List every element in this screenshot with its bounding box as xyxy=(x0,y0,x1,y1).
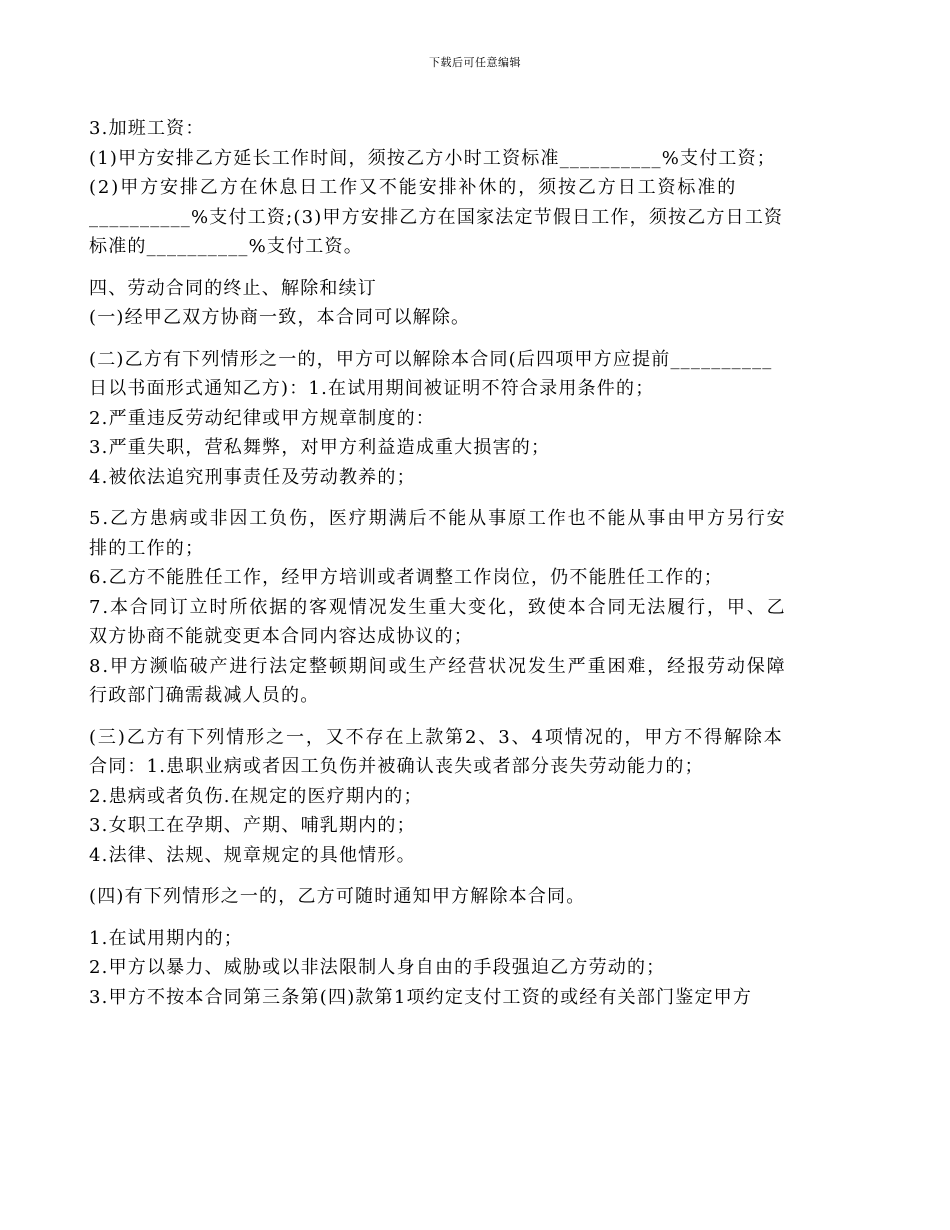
paragraph-line: 3.甲方不按本合同第三条第(四)款第1项约定支付工资的或经有关部门鉴定甲方 xyxy=(89,986,753,1008)
paragraph-line: 2.甲方以暴力、威胁或以非法限制人身自由的手段强迫乙方劳动的； xyxy=(89,957,666,978)
paragraph-line: 双方协商不能就变更本合同内容达成协议的； xyxy=(89,626,473,647)
section-heading: 四、劳动合同的终止、解除和续订 xyxy=(89,277,377,299)
paragraph-line: 排的工作的； xyxy=(89,537,205,559)
paragraph-line: 2.患病或者负伤.在规定的医疗期内的； xyxy=(89,785,423,807)
paragraph-line: (1)甲方安排乙方延长工作时间，须按乙方小时工资标准__________%支付工资； xyxy=(89,147,776,169)
paragraph-line: 3.严重失职，营私舞弊，对甲方利益造成重大损害的； xyxy=(89,437,551,458)
paragraph-line: (三)乙方有下列情形之一，又不存在上款第2、3、4项情况的，甲方不得解除本 xyxy=(89,726,784,748)
paragraph-gap xyxy=(89,870,864,882)
section-heading: 3.加班工资： xyxy=(89,118,205,139)
paragraph-gap xyxy=(89,711,864,723)
paragraph-gap xyxy=(89,333,864,345)
paragraph-line: 5.乙方患病或非因工负伤，医疗期满后不能从事原工作也不能从事由甲方另行安 xyxy=(89,508,787,529)
paragraph-line: 3.女职工在孕期、产期、哺乳期内的； xyxy=(89,815,416,836)
paragraph-line: 2.严重违反劳动纪律或甲方规章制度的： xyxy=(89,407,435,429)
paragraph-gap xyxy=(89,492,864,504)
paragraph-line: 8.甲方濒临破产进行法定整顿期间或生产经营状况发生严重困难，经报劳动保障 xyxy=(89,655,787,677)
paragraph-line: __________%支付工资;(3)甲方安排乙方在国家法定节假日工作，须按乙方日工资 xyxy=(89,206,784,228)
paragraph-line: 1.在试用期内的； xyxy=(89,927,243,949)
paragraph-line: (四)有下列情形之一的，乙方可随时通知甲方解除本合同。 xyxy=(89,886,586,907)
paragraph-gap xyxy=(89,912,864,924)
paragraph-line: (2)甲方安排乙方在休息日工作又不能安排补休的，须按乙方日工资标准的 xyxy=(89,177,738,198)
paragraph-line: 6.乙方不能胜任工作，经甲方培训或者调整工作岗位，仍不能胜任工作的； xyxy=(89,567,723,588)
paragraph-line: 7.本合同订立时所依据的客观情况发生重大变化，致使本合同无法履行，甲、乙 xyxy=(89,596,787,618)
paragraph-line: 4.被依法追究刑事责任及劳动教养的； xyxy=(89,466,416,488)
paragraph-line: 行政部门确需裁减人员的。 xyxy=(89,685,320,706)
paragraph-line: 合同：1.患职业病或者因工负伤并被确认丧失或者部分丧失劳动能力的； xyxy=(89,756,704,777)
document-body xyxy=(89,114,864,1012)
paragraph-line: 4.法律、法规、规章规定的具他情形。 xyxy=(89,844,416,866)
paragraph-gap xyxy=(89,262,864,274)
paragraph-line: 日以书面形式通知乙方)：1.在试用期间被证明不符合录用条件的； xyxy=(89,378,655,399)
paragraph-line: 标准的__________%支付工资。 xyxy=(89,236,363,257)
page-header: 下载后可任意编辑 xyxy=(429,56,521,69)
paragraph-line: (一)经甲乙双方协商一致，本合同可以解除。 xyxy=(89,307,471,328)
paragraph-line: (二)乙方有下列情形之一的，甲方可以解除本合同(后四项甲方应提前__________ xyxy=(89,348,773,370)
